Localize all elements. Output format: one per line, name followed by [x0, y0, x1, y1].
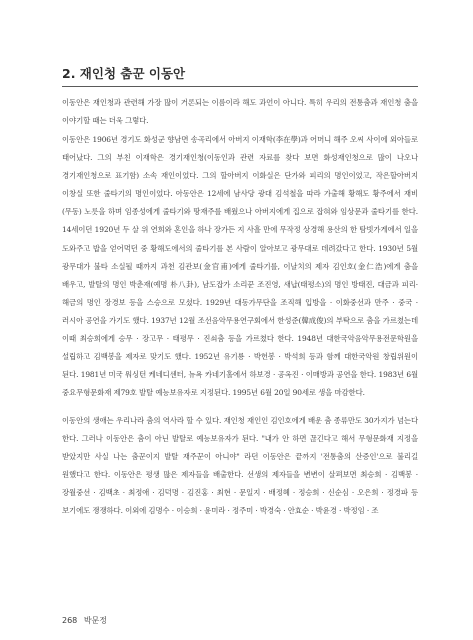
title-rule [62, 86, 418, 87]
paragraph-intro: 이동안은 재인청과 관련해 가장 많이 거론되는 이름이라 해도 과언이 아니다. 특히 우리의 전통춤과 재인청 춤을 이야기할 때는 더욱 그렇다. [62, 98, 418, 126]
page-footer [62, 615, 107, 626]
section-title: 2. 재인청 춤꾼 이동안 [62, 66, 186, 81]
page-number: 268 [62, 616, 78, 625]
running-title: 박문정 [83, 616, 108, 625]
paragraph-biography: 이동안은 1906년 경기도 화성군 향남면 송곡리에서 아버지 이재학(李在學)과 어머니 해주 오씨 사이에 외아들로 태어났다. 그의 부친 이재학은 경기재인청(이동인과 관련 자료를 찾다 보면 화성재인청으로 많이 나오나 경기재인청으로 표기함) 소속 재인이었다. 그의 할아버지 이화실은 단가와 피리의 명인이었고, 작은할아버지 이창실 또한 줄타기의 명인이었다. 아동안은 12세에 남사당 광대 김석철을 따라 가출해 황해도 황주에서 재비(무동) 노릇을 하며 임종성에게 줄타기와 땅재주를 배웠으나 아버지에게 집으로 잡혀와 임상문과 줄타기를 한다. 14세이던 1920년 두 살 위 연희와 혼인을 하나 장가든 지 사흘 만에 무작정 상경해 용산의 한 탐빗가게에서 일을 도와주고 밥을 얻어먹던 중 황해도에서의 줄타기를 본 사람이 알아보고 광무대로 데려갔다고 한다. 1930년 5월 광무대가 불타 소실될 때까지 과천 김관보(金官甫)에게 줄타기를, 이날치의 제자 김인호(金仁浩)에게 춤을 배우고, 발탈의 명인 박춘재(예명 朴八卦), 남도잡가 소리꾼 조진영, 새납(태평소)의 명인 방태진, 대금과 피리·해금의 명인 장경보 등을 스승으로 모셨다. 1929년 대동가무단을 조직해 입방을 · 이화중선과 만주 · 중국 · 러시아 공연을 가기도 했다. 1937년 12월 조선음악무용연구회에서 한성준(韓成俊)의 부탁으로 춤을 가르쳤는데 이때 최승희에게 승무 · 장고무 · 태평무 · 진쇠춤 등을 가르쳤다 한다. 1948년 대한국악음악무용전문학원을 설립하고 김백봉을 제자로 맞기도 했다. 1952년 유기룡 · 박헌봉 · 박석희 등과 함께 대한국악원 창립위원이 된다. 1981년 미국 워싱턴 케네디센터, 뉴욕 카네기홀에서 하보경 · 공옥진 · 이매방과 공연을 한다. 1983년 6월 중요무형문화재 제79호 발탈 예능보유자로 지정된다. 1995년 6월 20일 90세로 생을 마감한다. [62, 135, 418, 398]
paragraph-legacy: 이동안의 생애는 우리나라 춤의 역사라 할 수 있다. 재인청 재인인 김인호에게 배운 춤 종류만도 30가지가 넘는다 한다. 그러나 이동안은 춤이 아닌 발탈로 예능보유자가 된다. "내가 안 하면 끊긴다고 해서 무형문화재 지정을 받았지만 사실 나는 춤꾼이지 발탈 재주꾼이 아니야" 라던 이동안은 끝까지 '전통춤의 산증인'으로 불리길 원했다고 한다. 이동안은 평생 많은 제자들을 배출한다. 선생의 제자들을 변변이 살펴보면 최승희 · 김백봉 · 장월중선 · 김백초 · 최정애 · 김덕명 · 김진홍 · 최현 · 문일지 · 배정혜 · 정승희 · 신순심 · 오은희 · 정경파 등 보기에도 쟁쟁하다. 이외에 김명수 · 이승희 · 윤미라 · 정주미 · 박경숙 · 안효순 · 박윤경 · 박정임 · 조 [62, 416, 418, 516]
